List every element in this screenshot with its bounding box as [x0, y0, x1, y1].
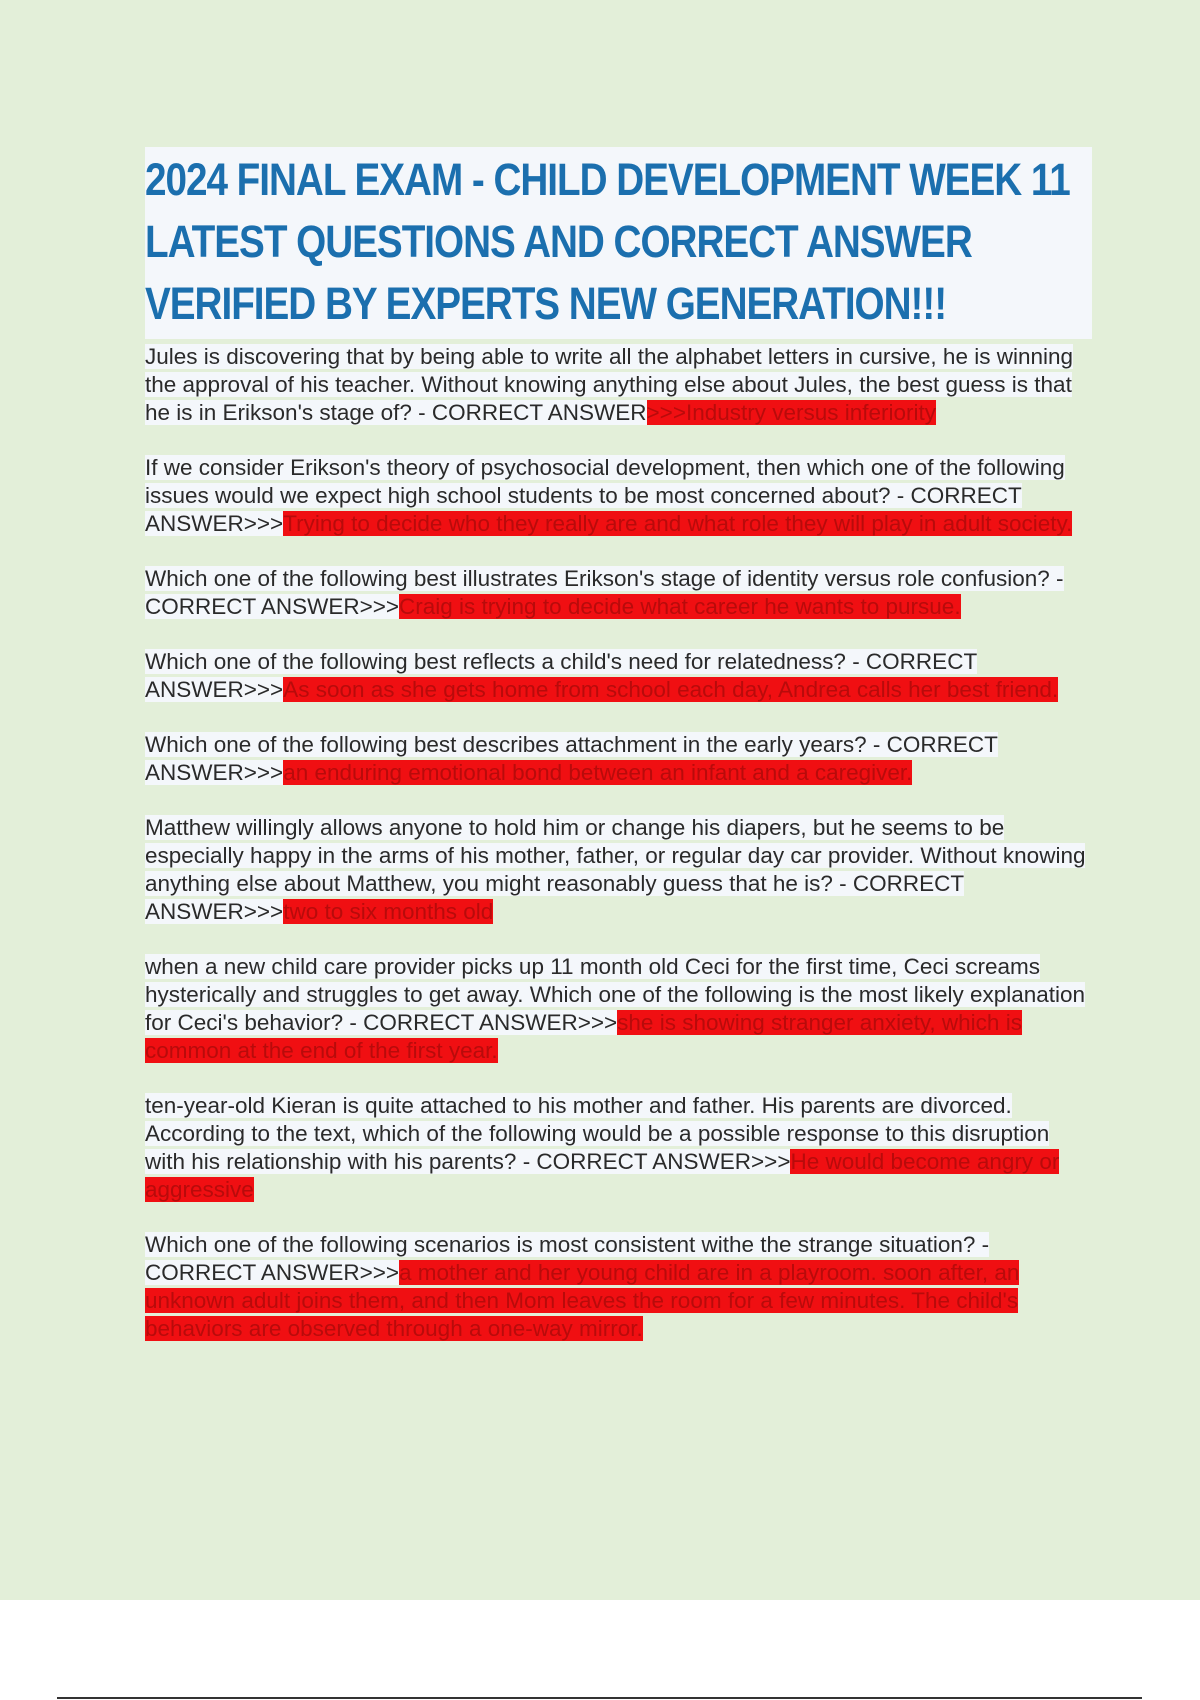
document-body [145, 147, 1092, 1370]
document-title: 2024 FINAL EXAM - CHILD DEVELOPMENT WEEK 11 LATEST QUESTIONS AND CORRECT ANSWER VERIFIED BY EXPERTS NEW GENERATION!!! [145, 154, 1070, 329]
question-text: Which one of the following best describes attachment in the early years? - CORRECT ANSWER>>> [145, 732, 998, 785]
question-text: when a new child care provider picks up 11 month old Ceci for the first time, Ceci screams hysterically and struggles to get away. Which one of the following is the most likely explanation for Ceci's behavior? - CORRECT ANSWER>>> [145, 954, 1086, 1035]
question-text: ten-year-old Kieran is quite attached to his mother and father. His parents are divorced. According to the text, which of the following would be a possible response to this disruption with his relationship with his parents? - CORRECT ANSWER>>> [145, 1093, 1050, 1174]
qa-item-9 [145, 1231, 1092, 1343]
answer-highlight: a mother and her young child are in a playroom. soon after, an unknown adult joins them, and then Mom leaves the room for a few minutes. The child's behaviors are observed through a one-way mirror. [145, 1260, 1020, 1341]
answer-highlight: >>>Industry versus inferiority [646, 400, 937, 425]
qa-item-3 [145, 565, 1092, 621]
answer-highlight: Trying to decide who they really are and what role they will play in adult society. [283, 511, 1073, 536]
footer-divider [57, 1697, 1142, 1699]
qa-item-8 [145, 1092, 1092, 1204]
answer-highlight: He would become angry or aggressive [145, 1149, 1060, 1202]
answer-highlight: an enduring emotional bond between an infant and a caregiver. [283, 760, 913, 785]
qa-item-2 [145, 454, 1092, 538]
qa-item-1 [145, 343, 1092, 427]
qa-item-7 [145, 953, 1092, 1065]
question-text: If we consider Erikson's theory of psychosocial development, then which one of the following issues would we expect high school students to be most concerned about? - CORRECT ANSWER>>> [145, 455, 1065, 536]
answer-highlight: Craig is trying to decide what career he wants to pursue. [399, 594, 961, 619]
question-text: Which one of the following scenarios is most consistent withe the strange situation? - CORRECT ANSWER>>> [145, 1232, 990, 1285]
answer-highlight: she is showing stranger anxiety, which is common at the end of the first year. [145, 1010, 1022, 1063]
question-text: Which one of the following best illustrates Erikson's stage of identity versus role confusion? - CORRECT ANSWER>>> [145, 566, 1064, 619]
question-text: Which one of the following best reflects a child's need for relatedness? - CORRECT ANSWER>>> [145, 649, 978, 702]
question-text: Matthew willingly allows anyone to hold him or change his diapers, but he seems to be especially happy in the arms of his mother, father, or regular day car provider. Without knowing anything else about Matthew, you might reasonably guess that he is? - CORRECT ANSWER>>> [145, 815, 1086, 924]
answer-highlight: two to six months old [283, 899, 494, 924]
qa-item-5 [145, 731, 1092, 787]
answer-highlight: As soon as she gets home from school each day, Andrea calls her best friend. [283, 677, 1059, 702]
qa-item-6 [145, 814, 1092, 926]
qa-item-4 [145, 648, 1092, 704]
question-text: Jules is discovering that by being able to write all the alphabet letters in cursive, he is winning the approval of his teacher. Without knowing anything else about Jules, the best guess is that he is in Erikson's stage of? - CORRECT ANSWER [145, 344, 1074, 425]
title-block [145, 147, 1092, 339]
